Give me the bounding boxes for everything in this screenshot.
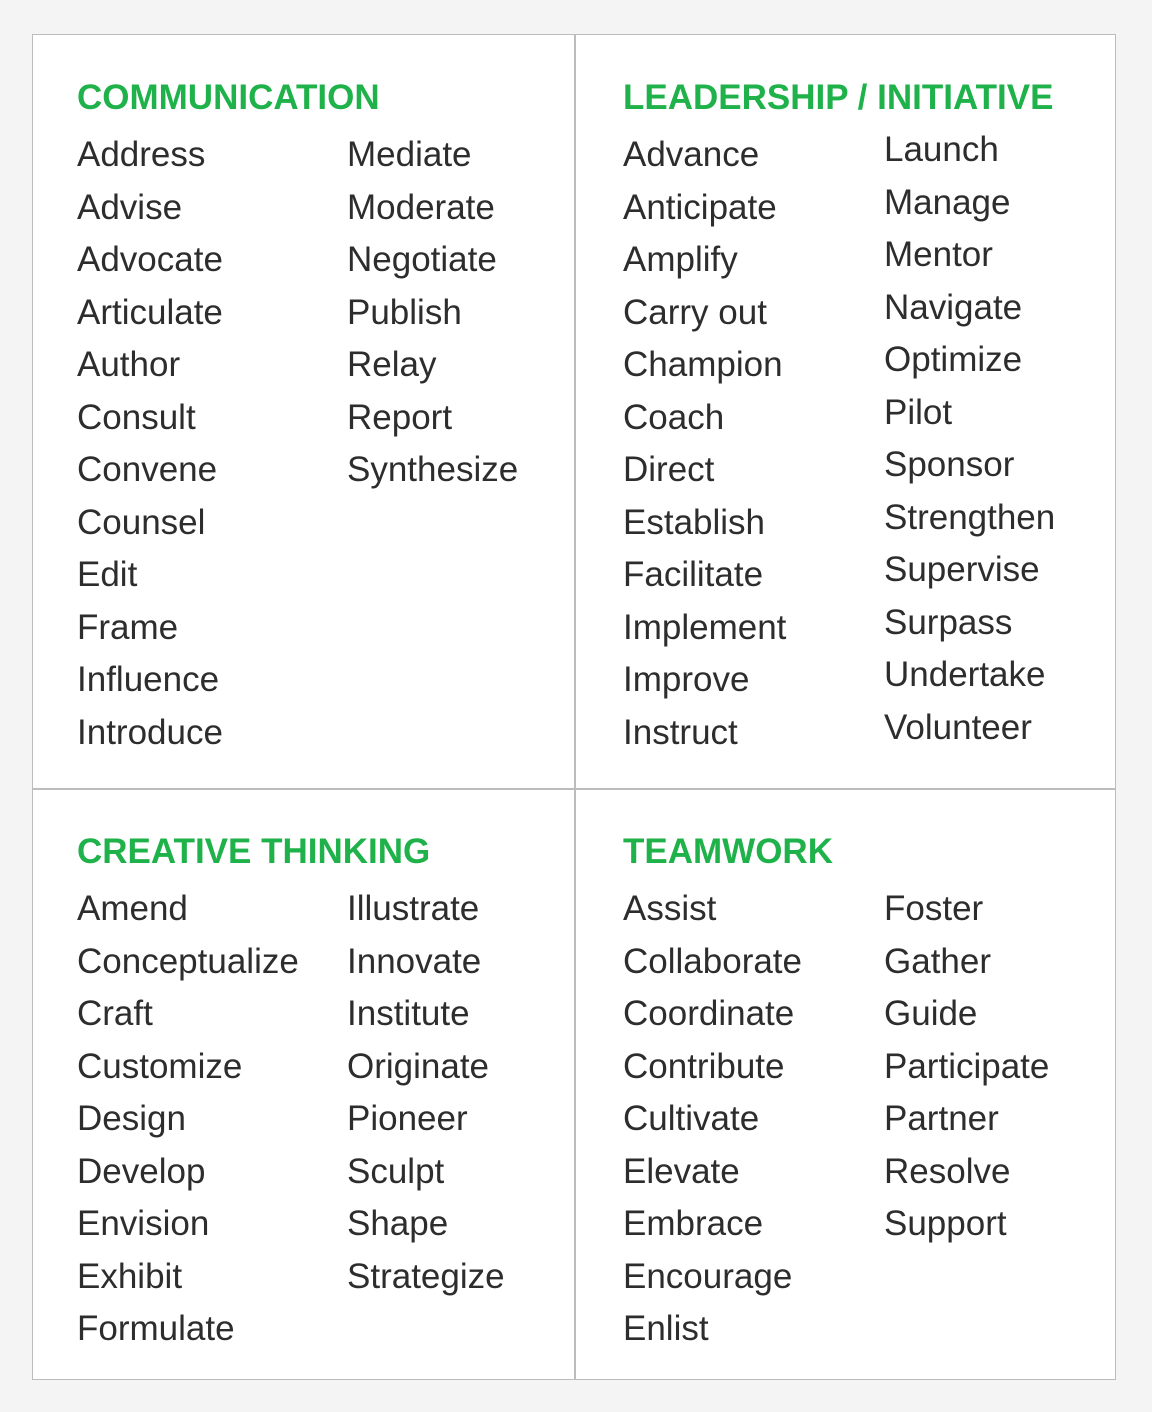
word-item: Contribute xyxy=(623,1046,785,1086)
word-item: Participate xyxy=(884,1046,1050,1086)
word-item: Advise xyxy=(77,187,183,227)
word-item: Carry out xyxy=(623,292,767,332)
word-item: Innovate xyxy=(347,941,482,981)
word-item: Author xyxy=(77,345,181,384)
communication-section xyxy=(77,75,519,752)
creative-column-2 xyxy=(347,883,505,1303)
word-item: Articulate xyxy=(77,292,223,332)
word-item: Craft xyxy=(77,994,153,1033)
word-item: Supervise xyxy=(884,550,1040,589)
word-item: Establish xyxy=(623,502,766,542)
word-item: Exhibit xyxy=(77,1256,183,1296)
word-item: Champion xyxy=(623,345,783,384)
word-item: Amplify xyxy=(623,240,738,279)
word-item: Mediate xyxy=(347,135,472,174)
word-item: Publish xyxy=(347,292,462,332)
word-item: Strengthen xyxy=(884,497,1056,537)
word-item: Collaborate xyxy=(623,941,802,981)
word-item: Manage xyxy=(884,182,1011,222)
word-item: Envision xyxy=(77,1204,210,1243)
teamwork-section xyxy=(623,829,1050,1348)
word-item: Frame xyxy=(77,607,179,647)
word-item: Synthesize xyxy=(347,450,519,489)
word-item: Implement xyxy=(623,607,787,647)
word-item: Institute xyxy=(347,994,470,1033)
teamwork-heading: TEAMWORK xyxy=(623,832,833,871)
word-item: Cultivate xyxy=(623,1099,760,1138)
word-item: Instruct xyxy=(623,712,738,752)
word-item: Shape xyxy=(347,1204,449,1243)
word-item: Develop xyxy=(77,1151,206,1191)
word-item: Convene xyxy=(77,450,218,489)
word-item: Edit xyxy=(77,555,138,594)
word-item: Resolve xyxy=(884,1151,1011,1191)
word-item: Coordinate xyxy=(623,994,795,1033)
word-item: Coach xyxy=(623,397,725,437)
leadership-column-2 xyxy=(884,124,1055,754)
word-item: Partner xyxy=(884,1099,999,1138)
word-item: Embrace xyxy=(623,1204,764,1243)
word-item: Surpass xyxy=(884,602,1013,642)
word-item: Support xyxy=(884,1204,1007,1243)
word-item: Launch xyxy=(884,130,999,169)
word-item: Undertake xyxy=(884,655,1046,694)
word-grid xyxy=(32,34,1116,1380)
word-item: Elevate xyxy=(623,1151,740,1191)
word-item: Optimize xyxy=(884,340,1023,379)
word-item: Enlist xyxy=(623,1309,709,1348)
word-item: Moderate xyxy=(347,187,495,227)
communication-heading: COMMUNICATION xyxy=(77,78,380,117)
word-item: Pilot xyxy=(884,392,953,432)
word-item: Relay xyxy=(347,345,437,384)
creative-column-1 xyxy=(77,883,299,1356)
word-item: Guide xyxy=(884,994,978,1033)
word-item: Anticipate xyxy=(623,187,777,227)
creative-thinking-section xyxy=(77,829,505,1348)
word-item: Advance xyxy=(623,135,760,174)
word-item: Conceptualize xyxy=(77,941,299,981)
word-item: Report xyxy=(347,397,453,437)
leadership-heading: LEADERSHIP / INITIATIVE xyxy=(623,78,1054,117)
word-item: Mentor xyxy=(884,235,993,274)
word-item: Foster xyxy=(884,889,984,928)
word-item: Navigate xyxy=(884,287,1023,327)
teamwork-column-1 xyxy=(623,883,802,1356)
word-item: Illustrate xyxy=(347,889,480,928)
teamwork-column-2 xyxy=(884,883,1049,1251)
vertical-divider xyxy=(574,35,576,1379)
word-item: Sculpt xyxy=(347,1151,445,1191)
word-item: Formulate xyxy=(77,1309,235,1348)
word-item: Introduce xyxy=(77,712,223,752)
leadership-section xyxy=(623,75,1056,752)
word-item: Strategize xyxy=(347,1256,505,1296)
horizontal-divider xyxy=(33,788,1115,790)
word-item: Direct xyxy=(623,450,715,489)
word-item: Counsel xyxy=(77,502,206,542)
word-item: Design xyxy=(77,1099,186,1138)
word-item: Facilitate xyxy=(623,555,764,594)
communication-column-1 xyxy=(77,129,223,759)
word-item: Advocate xyxy=(77,240,223,279)
leadership-column-1 xyxy=(623,129,786,759)
word-item: Negotiate xyxy=(347,240,497,279)
word-item: Gather xyxy=(884,941,991,981)
word-item: Influence xyxy=(77,660,220,699)
word-item: Amend xyxy=(77,889,188,928)
word-item: Originate xyxy=(347,1046,490,1086)
word-item: Volunteer xyxy=(884,707,1032,747)
word-item: Encourage xyxy=(623,1256,793,1296)
word-item: Assist xyxy=(623,889,717,928)
word-item: Sponsor xyxy=(884,445,1015,484)
creative-thinking-heading: CREATIVE THINKING xyxy=(77,832,431,871)
word-item: Address xyxy=(77,135,206,174)
word-item: Consult xyxy=(77,397,196,437)
word-item: Customize xyxy=(77,1046,243,1086)
communication-column-2 xyxy=(347,129,518,497)
word-item: Improve xyxy=(623,660,750,699)
word-item: Pioneer xyxy=(347,1099,468,1138)
